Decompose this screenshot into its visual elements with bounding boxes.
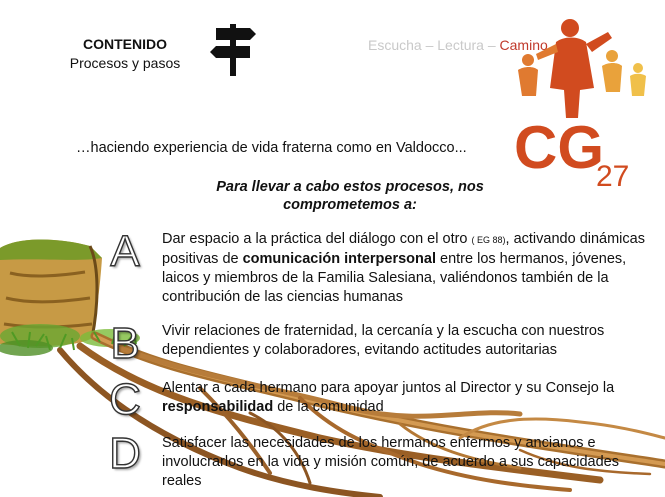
- item-a-text-1: Dar espacio a la práctica del diálogo con el otro: [162, 231, 472, 247]
- signpost-icon: [210, 24, 256, 76]
- tagline-prefix: Escucha – Lectura –: [368, 37, 500, 53]
- commitment-item-b: [162, 322, 662, 360]
- tagline-highlight: Camino: [499, 37, 548, 53]
- commitment-heading: [180, 178, 520, 214]
- item-c-bold: responsabilidad: [162, 399, 274, 415]
- item-a-text-3: entre los hermanos, jóvenes, laicos y miembros de la Familia Salesiana, valiéndonos también de la contribución de las ciencias humanas: [162, 251, 627, 305]
- section-title: CONTENIDO: [83, 36, 167, 52]
- commitment-item-d: [162, 434, 662, 491]
- intro-text: …haciendo experiencia de vida fraterna como en Valdocco...: [76, 140, 467, 156]
- commitment-item-a: [162, 230, 662, 307]
- item-b-text: Vivir relaciones de fraternidad, la cercanía y la escucha con nuestros dependientes y colaboradores, evitando actitudes autoritarias: [162, 323, 605, 358]
- heading-line-1: Para llevar a cabo estos procesos, nos: [216, 179, 484, 195]
- section-subtitle: Procesos y pasos: [69, 55, 181, 71]
- item-a-bold: comunicación interpersonal: [242, 251, 436, 267]
- cg27-logo: [508, 8, 658, 198]
- item-a-reference: ( EG 88): [471, 235, 506, 245]
- letter-d: D: [109, 429, 141, 478]
- heading-line-2: comprometemos a:: [283, 197, 417, 213]
- commitment-item-c: [162, 379, 662, 417]
- logo-number: 27: [596, 160, 630, 193]
- item-c-text-2: de la comunidad: [273, 399, 384, 415]
- item-d-text: Satisfacer las necesidades de los hermanos enfermos y ancianos e involucrarlos en la vida y misión común, de acuerdo a sus capacidades reales: [162, 435, 619, 489]
- letter-c: C: [109, 375, 141, 424]
- letter-b: B: [110, 319, 140, 368]
- item-c-text-1: Alentar a cada hermano para apoyar juntos al Director y su Consejo la: [162, 380, 615, 396]
- logo-letters: CG: [514, 114, 604, 181]
- item-a-text-2: , activando dinámicas positivas de: [162, 231, 645, 267]
- letter-a: A: [110, 227, 140, 276]
